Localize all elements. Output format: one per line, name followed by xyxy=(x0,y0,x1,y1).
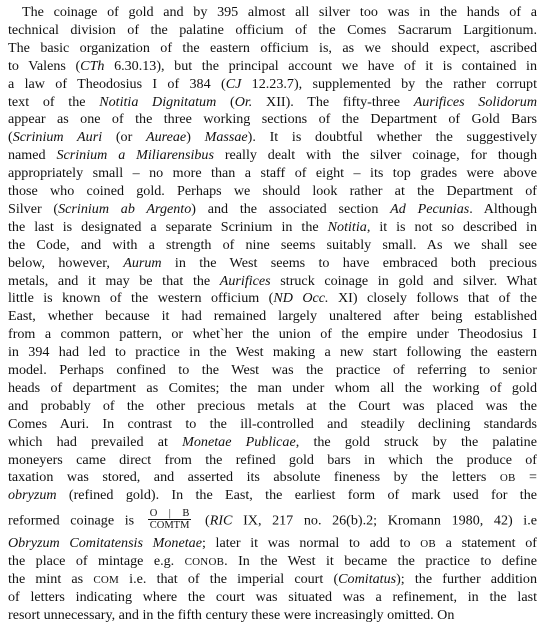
mint-mark-numerator: O | B xyxy=(149,508,190,520)
text-run: ; later it was normal to add to xyxy=(201,535,421,552)
text-line xyxy=(8,570,537,588)
small-caps-term: OB xyxy=(499,472,516,485)
text-run: ). It is doubtful whether the suggestively xyxy=(247,129,538,146)
italic-term: Aurifices Solidorum xyxy=(413,93,538,110)
text-line xyxy=(8,468,537,486)
text-run: ) xyxy=(186,129,205,146)
text-run: XII). The fifty-three xyxy=(252,93,414,110)
text-run: 6.30.13), but the principal account we have of it is contained in xyxy=(104,57,537,74)
italic-term: Ad Pecunias xyxy=(390,200,470,217)
text-run: metals, and it may be that the xyxy=(8,272,220,289)
text-line xyxy=(8,588,537,606)
text-run: the last is designated a separate Scrinium in the xyxy=(8,218,328,235)
text-run: of letters indicating where the court was situated was a refinement, in the last xyxy=(8,588,537,605)
small-caps-term: OB xyxy=(420,538,436,551)
text-run: really dealt with the silver coinage, for though xyxy=(213,147,537,164)
text-run: technical division of the palatine officium of the Comes Sacrarum Largitionum. xyxy=(8,21,537,38)
text-line xyxy=(8,93,537,111)
text-run: XI) closely follows that of the xyxy=(328,290,537,307)
italic-term: Aurum xyxy=(123,254,162,271)
text-line xyxy=(8,486,537,504)
text-run: the mint as xyxy=(8,571,94,587)
text-run: IX, 217 no. 26(b).2; Kromann 1980, 42) i.e xyxy=(232,512,538,529)
text-run: text of the xyxy=(8,93,100,110)
text-line xyxy=(8,307,537,325)
text-run: The basic organization of the eastern officium is, as we should expect, ascribed xyxy=(8,39,537,56)
text-line xyxy=(8,343,537,361)
text-run: and probably of the other precious metals at the Court was placed was the xyxy=(8,397,537,414)
text-run: 12.23.7), supplemented by the rather corrupt xyxy=(241,75,537,92)
text-run: ) and the associated section xyxy=(191,200,391,217)
text-line xyxy=(8,361,537,379)
text-run: those who coined gold. Perhaps we should look rather at the Department of xyxy=(8,183,537,199)
text-run: appear as one of the three working sections of the Department of Gold Bars xyxy=(8,111,537,128)
italic-term: RIC xyxy=(209,512,233,529)
text-run: Comes Auri. In contrast to the ill-controlled and steadily declining standards xyxy=(8,415,537,432)
text-run: ( xyxy=(216,93,235,110)
text-line xyxy=(8,182,537,200)
text-line xyxy=(8,289,537,307)
text-run: reformed coinage is xyxy=(8,512,145,529)
text-run: resort unnecessary, and in the fifth century these were increasingly omitted. On xyxy=(8,606,455,623)
italic-term: Notitia xyxy=(327,218,367,235)
text-line xyxy=(8,236,537,254)
text-line xyxy=(8,21,537,39)
small-caps-term: CONOB xyxy=(184,556,225,569)
text-line xyxy=(22,3,537,21)
text-line xyxy=(8,534,537,552)
italic-term: obryzum xyxy=(8,487,57,504)
text-run: The coinage of gold and by 395 almost all silver too was in the hands of a xyxy=(22,4,537,20)
italic-term: Scrinium ab Argento xyxy=(58,200,192,217)
text-run: a law of Theodosius I of 384 ( xyxy=(8,75,226,92)
text-line xyxy=(8,272,537,290)
text-run: . In the West it became the practice to define xyxy=(224,553,537,570)
text-line xyxy=(8,606,537,624)
text-line xyxy=(8,433,537,451)
text-run: (or xyxy=(102,129,146,146)
text-line xyxy=(8,254,537,272)
italic-term: Comitatus xyxy=(338,571,397,587)
text-run: , it is not so described in xyxy=(366,218,538,235)
italic-term: ND Occ. xyxy=(273,290,329,307)
text-line xyxy=(8,415,537,433)
text-line xyxy=(8,379,537,397)
italic-term: Obryzum Comitatensis Monetae xyxy=(8,535,202,552)
text-run: East, whether because it had remained largely unaltered after being established xyxy=(8,308,537,325)
italic-term: Monetae Publicae xyxy=(182,433,296,450)
text-run: ( xyxy=(8,129,13,146)
mint-mark-fraction xyxy=(148,508,192,531)
text-run: named xyxy=(8,147,57,164)
text-line xyxy=(8,146,537,164)
text-run: a statement of xyxy=(435,535,538,552)
text-run: struck coinage in gold and silver. What xyxy=(270,272,537,289)
italic-term: Aurifices xyxy=(219,272,271,289)
text-run: from a common pattern, or whet`her the union of the empire under Theodosius I xyxy=(8,326,537,343)
text-run: ); the further addition xyxy=(396,571,537,587)
text-run: in 394 had led to practice in the West making a new start following the eastern xyxy=(8,344,537,361)
text-run: the Code, and with a strength of nine seems suitably small. As we shall see xyxy=(8,236,537,253)
text-run: Silver ( xyxy=(8,200,59,217)
text-run: in the West seems to have embraced both precious xyxy=(161,254,537,271)
text-run: the place of mintage e.g. xyxy=(8,553,185,570)
text-run: (refined gold). In the East, the earliest form of mark used for the xyxy=(56,487,537,504)
text-run: , the gold struck by the palatine xyxy=(295,433,537,450)
text-line xyxy=(8,164,537,182)
italic-term: Scrinium Auri xyxy=(12,129,103,146)
text-line xyxy=(8,218,537,236)
text-line xyxy=(8,110,537,128)
text-run: to Valens ( xyxy=(8,57,81,74)
text-run: appropriately small – no more than a staff of eight – its top grades were above xyxy=(8,165,537,182)
italic-term: Massae xyxy=(204,129,248,146)
text-line xyxy=(8,200,537,218)
small-caps-term: COM xyxy=(93,574,119,586)
text-run: which had prevailed at xyxy=(8,433,183,450)
text-line xyxy=(8,552,537,570)
text-line xyxy=(8,57,537,75)
italic-term: Scrinium a Miliarensibus xyxy=(56,147,214,164)
italic-term: Notitia Dignitatum xyxy=(99,93,217,110)
text-run: i.e. that of the imperial court ( xyxy=(119,571,339,587)
text-line xyxy=(8,39,537,57)
text-run: taxation was stored, and asserted its absolute fineness by the letters xyxy=(8,469,500,486)
text-run: moneyers came direct from the refined gold bars in which the produce of xyxy=(8,451,537,468)
text-run: model. Perhaps confined to the West was the practice of referring to senior xyxy=(8,362,537,378)
text-run: below, however, xyxy=(8,254,124,271)
text-run: ( xyxy=(194,512,210,529)
italic-term: Aureae xyxy=(146,129,187,146)
text-line xyxy=(8,397,537,415)
text-line xyxy=(8,128,537,146)
mint-mark-denominator: COMTM xyxy=(149,520,190,532)
italic-term: CJ xyxy=(225,75,242,92)
text-line xyxy=(8,451,537,469)
text-run: = xyxy=(515,469,537,486)
italic-term: CTh xyxy=(80,57,105,74)
text-run: heads of department as Comites; the man under whom all the working of gold xyxy=(8,379,537,396)
text-run: little is known of the western officium ( xyxy=(8,290,274,307)
text-run: . Although xyxy=(469,200,537,217)
text-line xyxy=(8,508,538,532)
text-line xyxy=(8,325,537,343)
text-line xyxy=(8,75,537,93)
italic-term: Or. xyxy=(234,93,253,110)
